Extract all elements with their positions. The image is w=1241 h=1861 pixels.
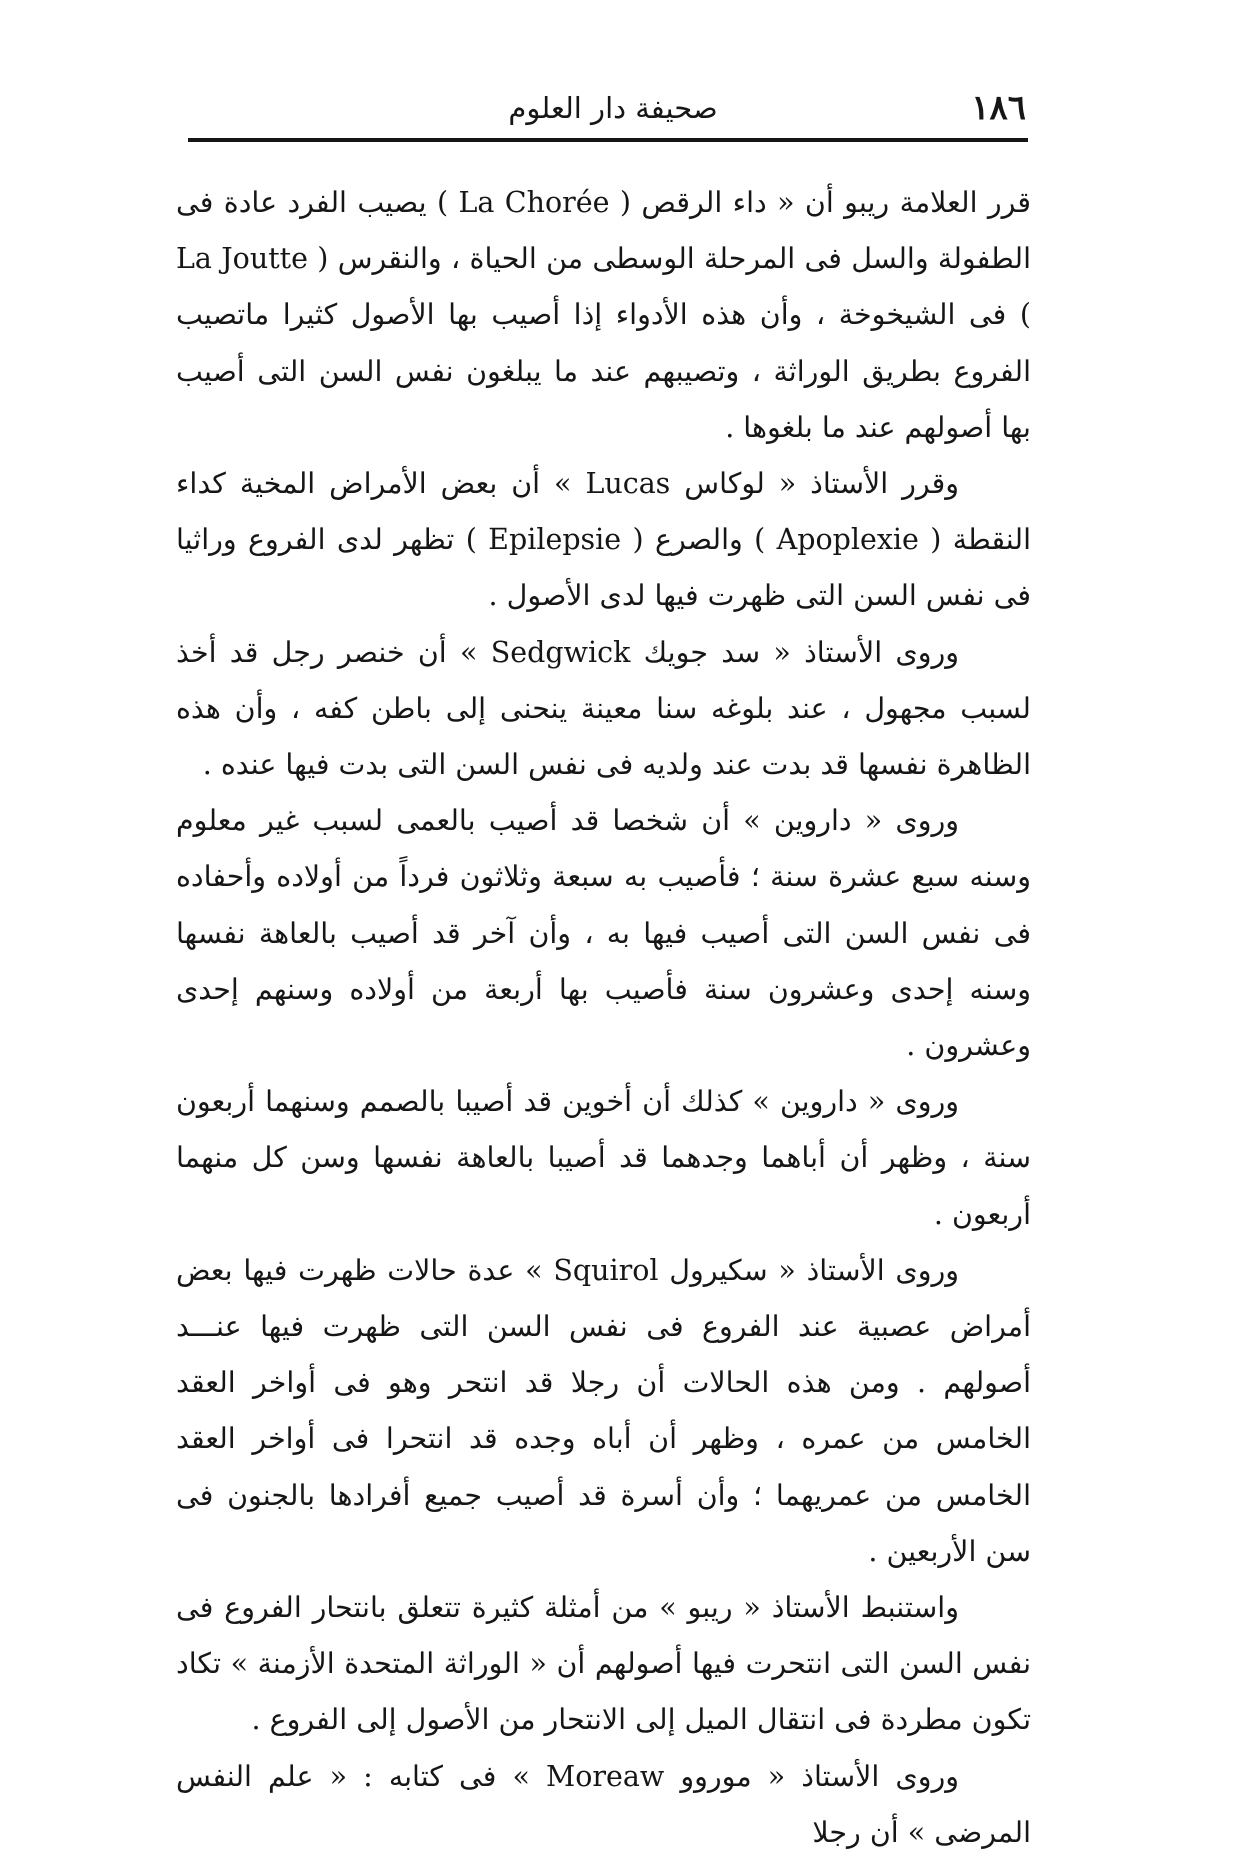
paragraph: وروى الأستاذ « سد جويك Sedgwick » أن خنصر رجل قد أخذ لسبب مجهول ، عند بلوغه سنا معينة ينحنى إلى باطن كفه ، وأن هذه الظاهرة نفسها قد بدت عند ولديه فى نفس السن التى بدت فيها عنده .	[176, 635, 1031, 782]
running-title: صحيفة دار العلوم	[508, 91, 718, 125]
paragraph: قرر العلامة ريبو أن « داء الرقص ( La Chorée ) يصيب الفرد عادة فى الطفولة والسل فى المرحلة الوسطى من الحياة ، والنقرس ( La Joutte ) فى الشيخوخة ، وأن هذه الأدواء إذا أصيب بها الأصول كثيرا ماتصيب الفروع بطريق الوراثة ، وتصيبهم عند ما يبلغون نفس السن التى أصيب بها أصولهم عند ما بلغوها .	[176, 186, 1032, 444]
header-rule	[188, 138, 1028, 142]
paragraph: وروى « داروين » أن شخصا قد أصيب بالعمى لسبب غير معلوم وسنه سبع عشرة سنة ؛ فأصيب به سبعة وثلاثون فرداً من أولاده وأحفاده فى نفس السن التى أصيب فيها به ، وأن آخر قد أصيب بالعاهة نفسها وسنه إحدى وعشرون سنة فأصيب بها أربعة من أولاده وسنهم إحدى وعشرون .	[176, 804, 1031, 1063]
paragraph: وروى الأستاذ « سكيرول Squirol » عدة حالات ظهرت فيها بعض أمراض عصبية عند الفروع فى نفس السن التى ظهرت فيها عنـــد أصولهم . ومن هذه الحالات أن رجلا قد انتحر وهو فى أواخر العقد الخامس من عمره ، وظهر أن أباه وجده قد انتحرا فى أواخر العقد الخامس من عمريهما ؛ وأن أسرة قد أصيب جميع أفرادها بالجنون فى سن الأربعين .	[176, 1253, 1031, 1568]
paragraph: وروى الأستاذ « موروو Moreaw » فى كتابه : « علم النفس المرضى » أن رجلا	[176, 1759, 1031, 1849]
paragraph: واستنبط الأستاذ « ريبو » من أمثلة كثيرة تتعلق بانتحار الفروع فى نفس السن التى انتحرت فيها أصولهم أن « الوراثة المتحدة الأزمنة » تكاد تكون مطردة فى انتقال الميل إلى الانتحار من الأصول إلى الفروع .	[176, 1591, 1031, 1737]
paragraph: وروى « داروين » كذلك أن أخوين قد أصيبا بالصمم وسنهما أربعون سنة ، وظهر أن أباهما وجدهما قد أصيبا بالعاهة نفسها وسن كل منهما أربعون .	[176, 1085, 1031, 1231]
paragraph: وقرر الأستاذ « لوكاس Lucas » أن بعض الأمراض المخية كداء النقطة ( Apoplexie ) والصرع ( Epilepsie ) تظهر لدى الفروع وراثيا فى نفس السن التى ظهرت فيها لدى الأصول .	[176, 467, 1031, 613]
body-text	[176, 175, 1031, 1861]
page-number: ١٨٦	[971, 88, 1026, 128]
page-header	[188, 86, 1026, 136]
